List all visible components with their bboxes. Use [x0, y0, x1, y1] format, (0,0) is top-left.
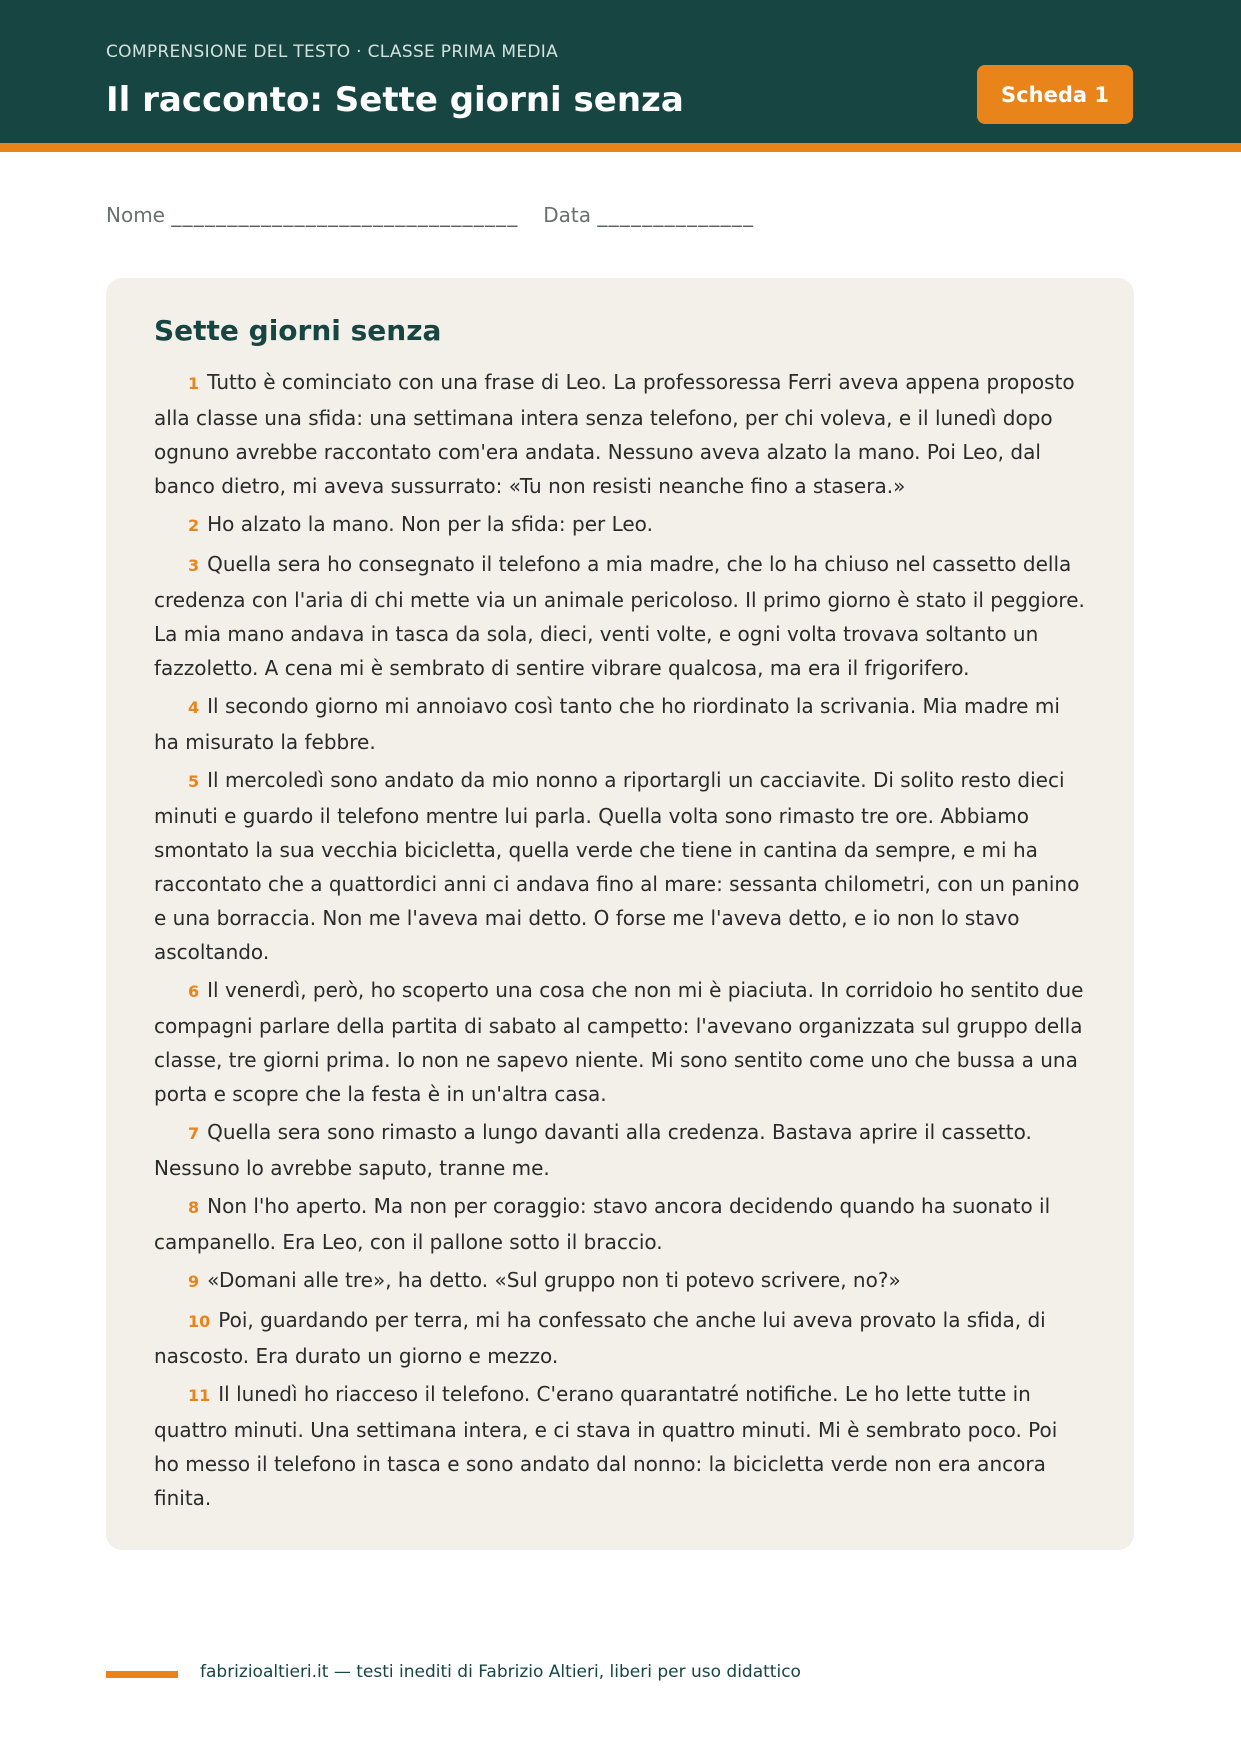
worksheet-badge: Scheda 1: [977, 65, 1133, 124]
story-card: [106, 278, 1134, 1550]
paragraph-number: 9: [188, 1272, 200, 1291]
paragraph-text: Quella sera sono rimasto a lungo davanti alla credenza. Bastava aprire il cassetto. Nessuno lo avrebbe saputo, tranne me.: [154, 1120, 1032, 1180]
paragraph-text: Quella sera ho consegnato il telefono a mia madre, che lo ha chiuso nel cassetto della credenza con l'aria di chi mette via un animale pericoloso. Il primo giorno è stato il peggiore. La mia mano andava in tasca da sola, dieci, venti volte, e ogni volta trovava soltanto un fazzoletto. A cena mi è sembrato di sentire vibrare qualcosa, ma era il frigorifero.: [154, 552, 1085, 680]
story-paragraph: [154, 1115, 1088, 1185]
paragraph-text: Il venerdì, però, ho scoperto una cosa che non mi è piaciuta. In corridoio ho sentito due compagni parlare della partita di sabato al campetto: l'avevano organizzata sul gruppo della classe, tre giorni prima. Io non ne sapevo niente. Mi sono sentito come uno che bussa a una porta e scopre che la festa è in un'altra casa.: [154, 978, 1084, 1106]
paragraph-text: Il mercoledì sono andato da mio nonno a riportargli un cacciavite. Di solito resto dieci minuti e guardo il telefono mentre lui parla. Quella volta sono rimasto tre ore. Abbiamo smontato la sua vecchia bicicletta, quella verde che tiene in cantina da sempre, e mi ha raccontato che a quattordici anni ci andava fino al mare: sessanta chilometri, con un panino e una borraccia. Non me l'aveva mai detto. O forse me l'aveva detto, e io non lo stavo ascoltando.: [154, 768, 1080, 964]
story-paragraph: [154, 547, 1088, 685]
paragraph-number: 4: [188, 698, 200, 717]
paragraph-number: 3: [188, 556, 200, 575]
story-paragraph: [154, 689, 1088, 759]
date-label: Data: [543, 203, 592, 227]
paragraph-number: 1: [188, 374, 200, 393]
paragraph-text: Il lunedì ho riacceso il telefono. C'erano quarantatré notifiche. Le ho lette tutte in quattro minuti. Una settimana intera, e ci stava in quattro minuti. Mi è sembrato poco. Poi ho messo il telefono in tasca e sono andato dal nonno: la bicicletta verde non era ancora finita.: [154, 1382, 1058, 1510]
story-paragraphs: [154, 365, 1088, 1515]
story-paragraph: [154, 365, 1088, 503]
paragraph-text: Ho alzato la mano. Non per la sfida: per Leo.: [207, 512, 653, 536]
paragraph-number: 5: [188, 772, 200, 791]
story-paragraph: [154, 763, 1088, 969]
story-title: Sette giorni senza: [154, 314, 442, 347]
story-paragraph: [154, 1263, 1088, 1299]
story-paragraph: [154, 1377, 1088, 1515]
paragraph-text: Non l'ho aperto. Ma non per coraggio: stavo ancora decidendo quando ha suonato il campanello. Era Leo, con il pallone sotto il braccio.: [154, 1194, 1051, 1254]
date-field-line: ______________: [597, 203, 755, 227]
story-paragraph: [154, 1303, 1088, 1373]
paragraph-text: Tutto è cominciato con una frase di Leo. La professoressa Ferri aveva appena proposto alla classe una sfida: una settimana intera senza telefono, per chi voleva, e il lunedì dopo ognuno avrebbe raccontato com'era andata. Nessuno aveva alzato la mano. Poi Leo, dal banco dietro, mi aveva sussurrato: «Tu non resisti neanche fino a stasera.»: [154, 370, 1075, 498]
paragraph-number: 6: [188, 982, 200, 1001]
paragraph-text: Il secondo giorno mi annoiavo così tanto che ho riordinato la scrivania. Mia madre mi ha misurato la febbre.: [154, 694, 1060, 754]
footer-accent-bar: [106, 1671, 178, 1678]
paragraph-number: 7: [188, 1124, 200, 1143]
paragraph-text: «Domani alle tre», ha detto. «Sul gruppo non ti potevo scrivere, no?»: [207, 1268, 901, 1292]
page-header: [0, 0, 1241, 152]
paragraph-number: 10: [188, 1312, 211, 1331]
name-field-line: _______________________________: [171, 203, 519, 227]
story-paragraph: [154, 1189, 1088, 1259]
page-title: Il racconto: Sette giorni senza: [106, 80, 684, 120]
name-label: Nome: [106, 203, 165, 227]
story-paragraph: [154, 973, 1088, 1111]
student-fields: [106, 203, 754, 227]
paragraph-text: Poi, guardando per terra, mi ha confessato che anche lui aveva provato la sfida, di nascosto. Era durato un giorno e mezzo.: [154, 1308, 1046, 1368]
paragraph-number: 2: [188, 516, 200, 535]
header-kicker: COMPRENSIONE DEL TESTO · CLASSE PRIMA MEDIA: [106, 42, 558, 62]
footer-credit: fabrizioaltieri.it — testi inediti di Fabrizio Altieri, liberi per uso didattico: [200, 1662, 801, 1682]
paragraph-number: 11: [188, 1386, 211, 1405]
paragraph-number: 8: [188, 1198, 200, 1217]
story-paragraph: [154, 507, 1088, 543]
